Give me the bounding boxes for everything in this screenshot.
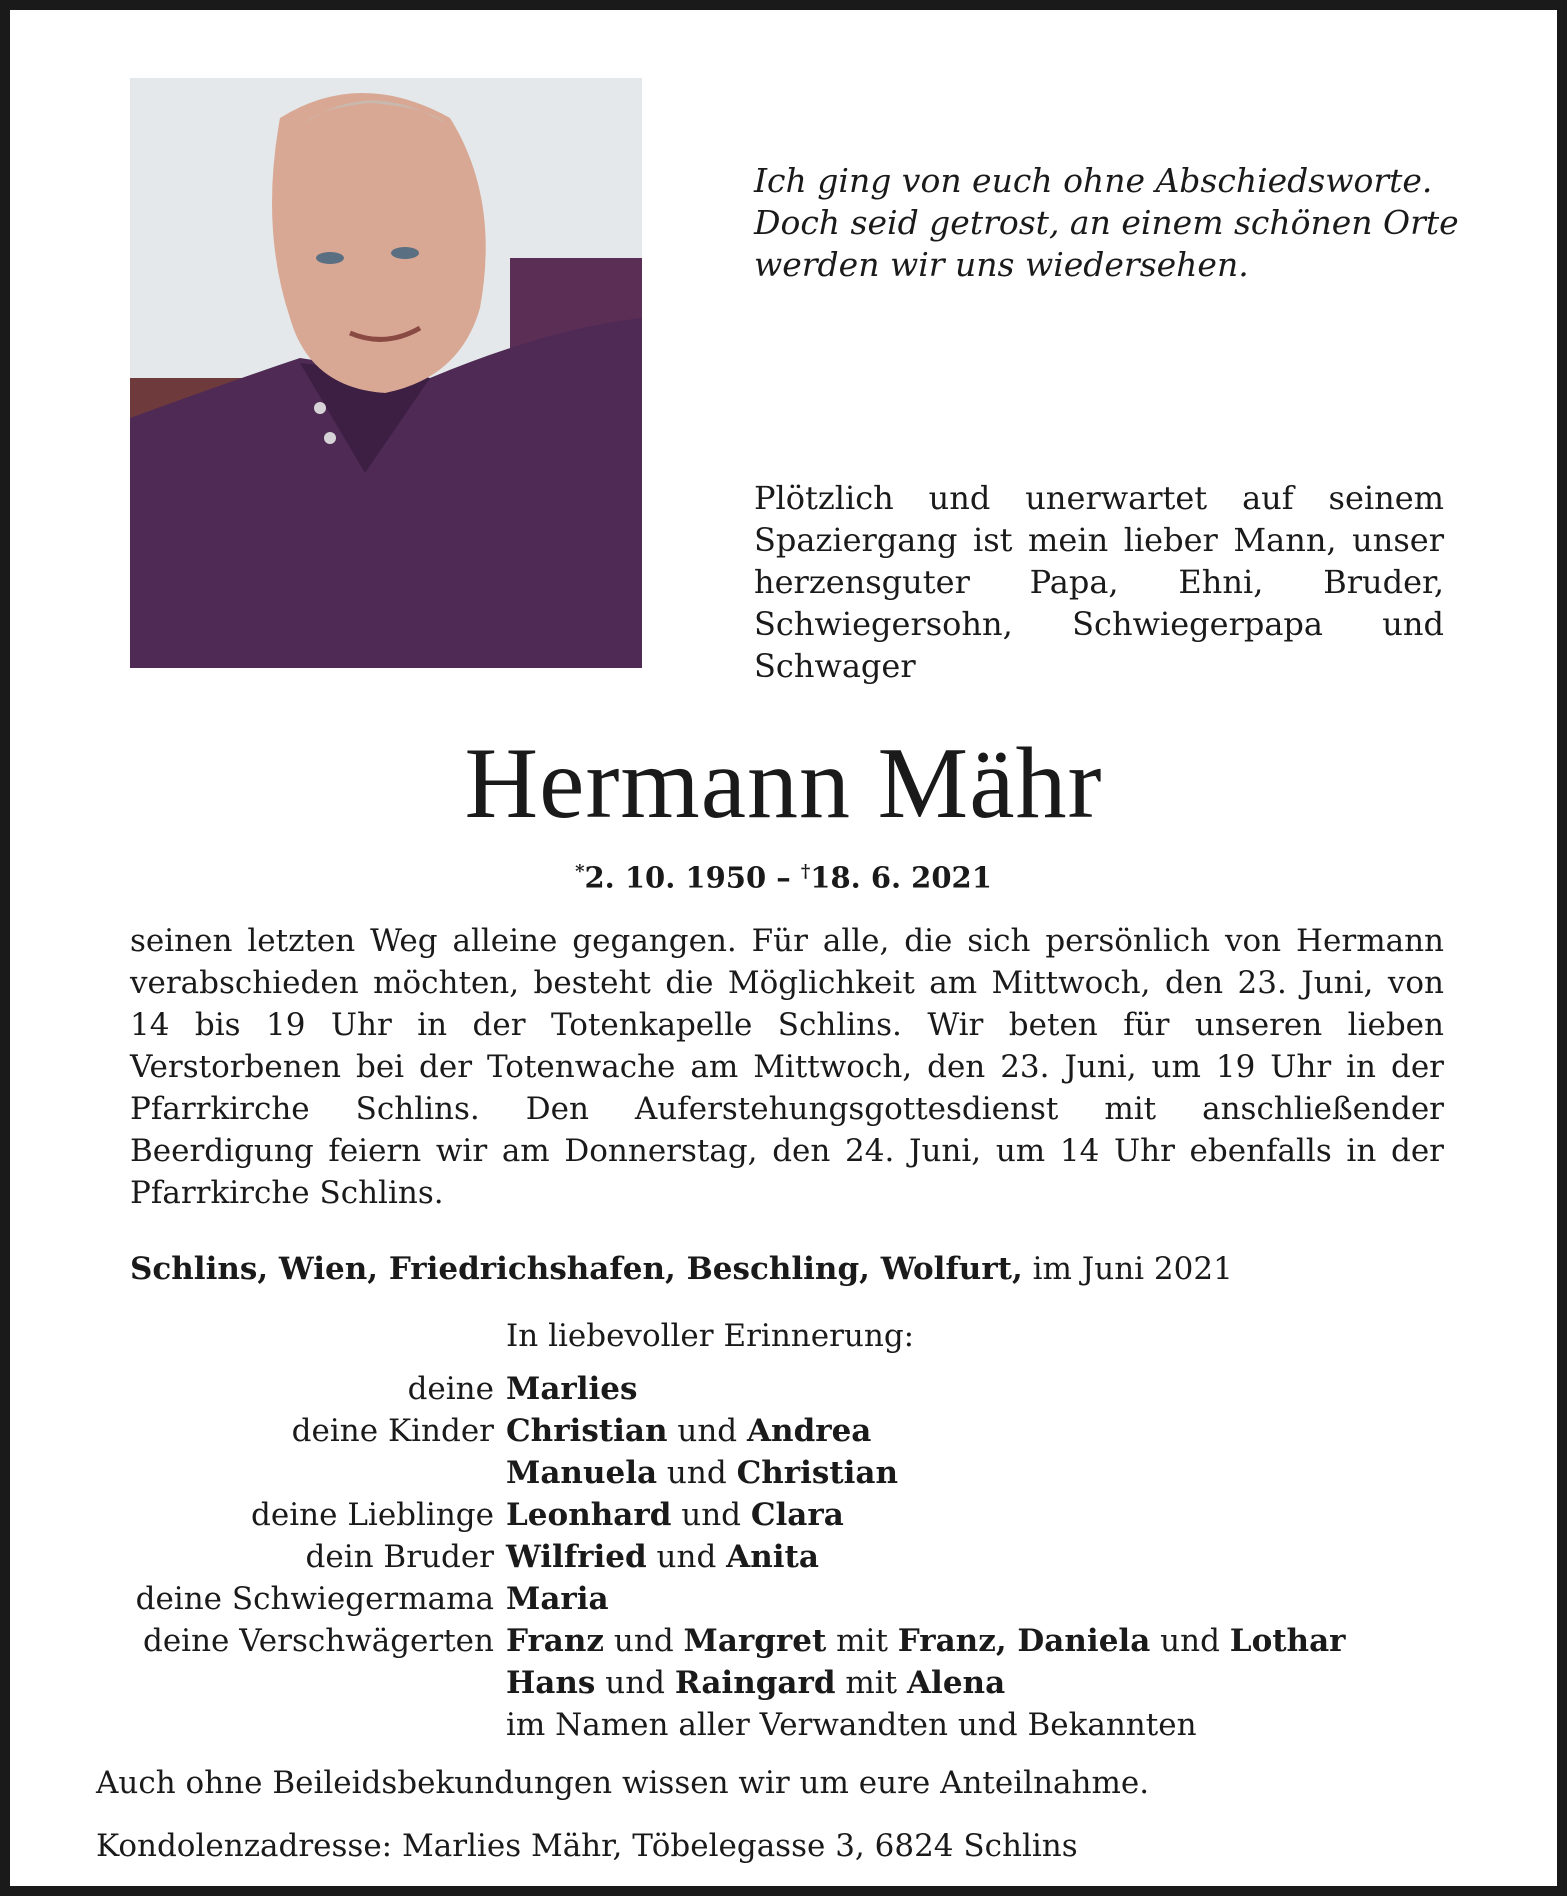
family-row: [10, 1704, 1557, 1746]
family-member-name: Leonhard: [506, 1497, 672, 1533]
life-dates: [10, 852, 1557, 898]
family-row: [10, 1368, 1557, 1410]
name-connector: mit: [826, 1623, 898, 1659]
family-row: [10, 1452, 1557, 1494]
family-names: [506, 1368, 637, 1410]
name-connector: mit: [835, 1665, 907, 1701]
memory-heading: In liebevoller Erinnerung:: [506, 1318, 915, 1354]
condolence-address: Kondolenzadresse: Marlies Mähr, Töbelegasse 3, 6824 Schlins: [96, 1828, 1078, 1864]
family-member-name: Wilfried: [506, 1539, 647, 1575]
family-relation: dein Bruder: [305, 1539, 494, 1575]
family-row: [10, 1410, 1557, 1452]
family-names: [506, 1620, 1346, 1662]
family-footer: im Namen aller Verwandten und Bekannten: [506, 1707, 1197, 1743]
family-relation: deine Verschwägerten: [142, 1623, 494, 1659]
places-list: Schlins, Wien, Friedrichshafen, Beschling, Wolfurt,: [130, 1251, 1023, 1287]
family-member-name: Raingard: [674, 1665, 836, 1701]
family-member-name: Manuela: [506, 1455, 658, 1491]
funeral-details: seinen letzten Weg alleine gegangen. Für alle, die sich persönlich von Hermann verabschieden möchten, besteht die Möglichkeit am Mittwoch, den 23. Juni, von 14 bis 19 Uhr in der Totenkapelle Schlins. Wir beten für unseren lieben Verstorbenen bei der Totenwache am Mittwoch, den 23. Juni, um 19 Uhr in der Pfarrkirche Schlins. Den Auferstehungsgottesdienst mit anschließender Beerdigung feiern wir am Donnerstag, den 24. Juni, um 14 Uhr ebenfalls in der Pfarrkirche Schlins.: [130, 923, 1444, 1211]
name-connector: und: [667, 1413, 747, 1449]
family-names: [506, 1494, 844, 1536]
name-connector: und: [595, 1665, 675, 1701]
name-connector: und: [604, 1623, 684, 1659]
family-names: [506, 1452, 898, 1494]
farewell-quote: [754, 160, 1459, 286]
death-date: 18. 6. 2021: [810, 860, 992, 895]
family-member-name: Hans: [506, 1665, 596, 1701]
family-row: [10, 1620, 1557, 1662]
quote-line: Doch seid getrost, an einem schönen Orte: [754, 203, 1459, 242]
family-member-name: Franz, Daniela: [897, 1623, 1151, 1659]
name-connector: und: [1150, 1623, 1230, 1659]
intro-text: Plötzlich und unerwartet auf seinem Spaziergang ist mein lieber Mann, unser herzensguter Papa, Ehni, Bruder, Schwiegersohn, Schwiegerpapa und Schwager: [754, 479, 1444, 685]
quote-line: Ich ging von euch ohne Abschiedsworte.: [754, 161, 1433, 200]
portrait-photo: [130, 78, 642, 668]
family-names: [506, 1578, 609, 1620]
closing-text: Auch ohne Beileidsbekundungen wissen wir um eure Anteilnahme.: [96, 1765, 1150, 1801]
name-connector: und: [646, 1539, 727, 1575]
family-member-name: Christian: [506, 1413, 668, 1449]
family-names: [506, 1536, 819, 1578]
places-date: im Juni 2021: [1022, 1251, 1233, 1287]
family-member-name: Anita: [726, 1539, 819, 1575]
death-symbol: †: [800, 861, 811, 882]
family-member-name: Margret: [683, 1623, 827, 1659]
name-connector: und: [657, 1455, 737, 1491]
family-row: [10, 1494, 1557, 1536]
family-member-name: Andrea: [746, 1413, 872, 1449]
places-line: [130, 1248, 1460, 1290]
family-relation: deine Schwiegermama: [135, 1581, 494, 1617]
family-names: [506, 1662, 1005, 1704]
name-connector: und: [671, 1497, 751, 1533]
birth-symbol: *: [575, 861, 585, 882]
family-member-name: Maria: [506, 1581, 609, 1617]
family-relation: deine Kinder: [291, 1413, 494, 1449]
family-member-name: Clara: [750, 1497, 844, 1533]
family-list: [10, 1368, 1557, 1746]
family-member-name: Franz: [506, 1623, 605, 1659]
family-row: [10, 1536, 1557, 1578]
family-row: [10, 1578, 1557, 1620]
family-names: [506, 1410, 871, 1452]
family-member-name: Alena: [907, 1665, 1006, 1701]
family-member-name: Lothar: [1229, 1623, 1346, 1659]
family-member-name: Marlies: [506, 1371, 638, 1407]
family-relation: deine: [407, 1371, 494, 1407]
family-relation: deine Lieblinge: [251, 1497, 494, 1533]
deceased-name: Hermann Mähr: [464, 727, 1103, 840]
quote-line: werden wir uns wiedersehen.: [754, 245, 1249, 284]
family-row: [10, 1662, 1557, 1704]
date-separator: –: [766, 860, 801, 895]
birth-date: 2. 10. 1950: [584, 860, 767, 895]
family-member-name: Christian: [736, 1455, 899, 1491]
